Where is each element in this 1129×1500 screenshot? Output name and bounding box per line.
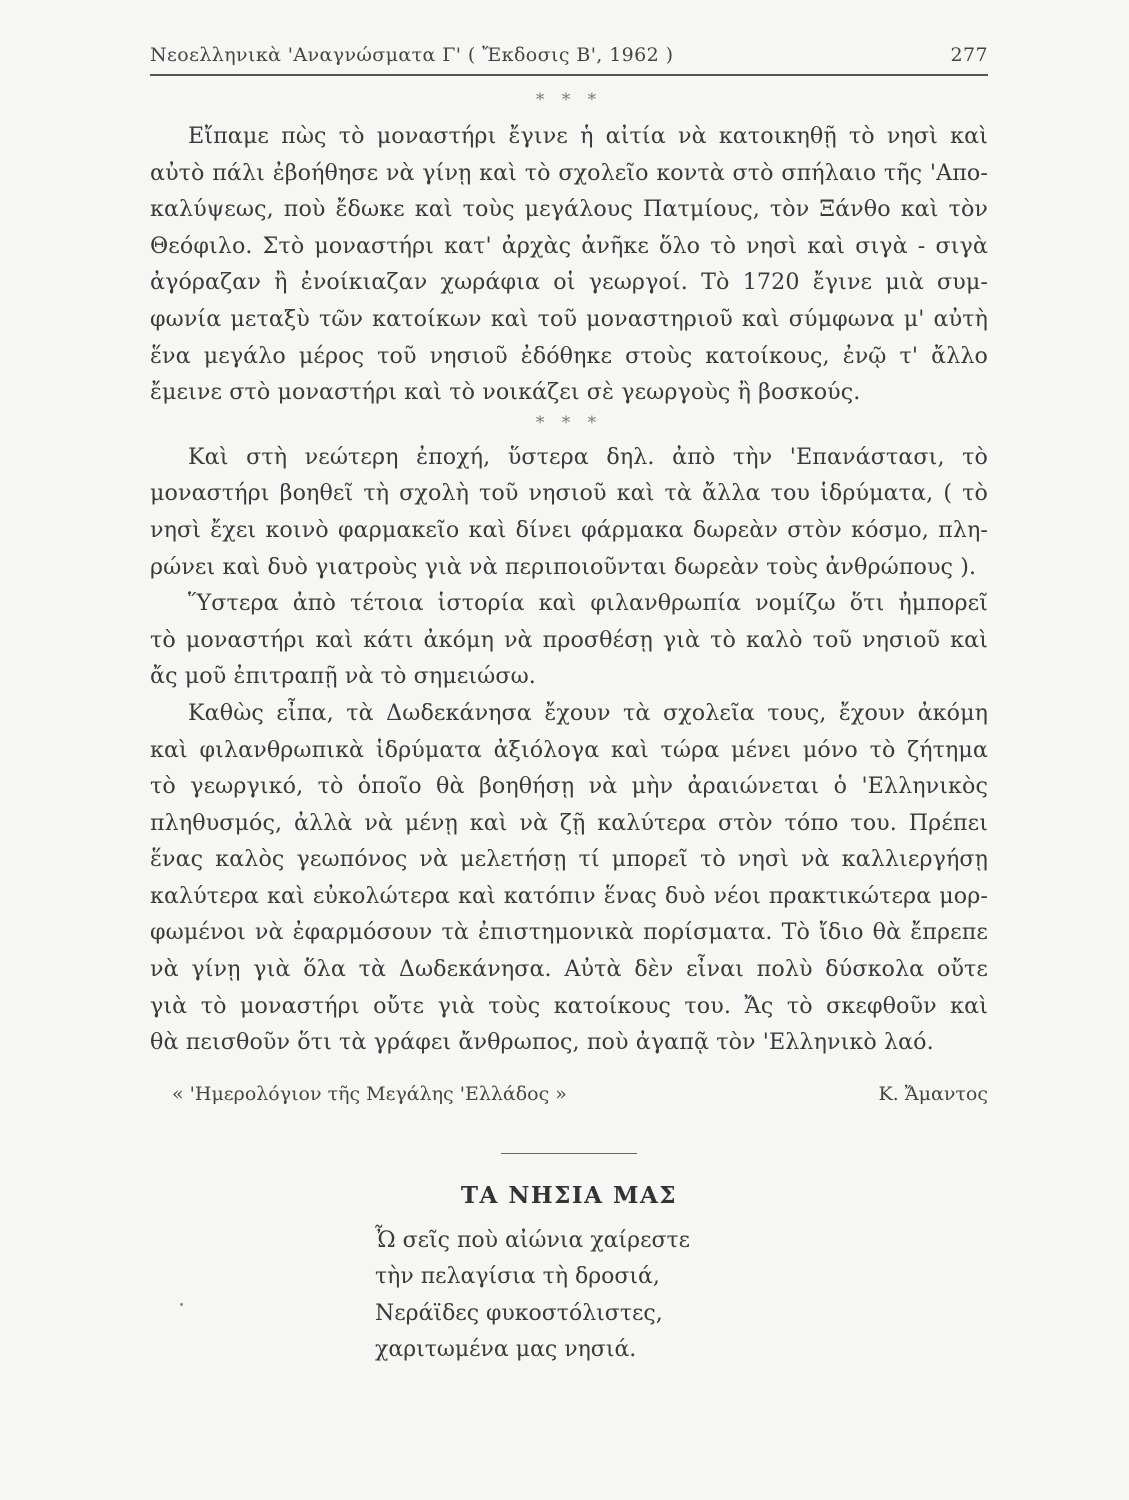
text-line: ἀγόραζαν ἢ ἐνοίκιαζαν χωράφια οἱ γεωργοί. Τὸ 1720 ἔγινε μιὰ συμ- [150,269,988,296]
text-line: θὰ πεισθοῦν ὅτι τὰ γράφει ἄνθρωπος, ποὺ ἀγαπᾷ τὸν 'Ελληνικὸ λαό. [150,1029,934,1056]
poem-line: Ὦ σεῖς ποὺ αἰώνια χαίρεστε [375,1227,691,1253]
text-line: Ὕστερα ἀπὸ τέτοια ἱστορία καὶ φιλανθρωπία νομίζω ὅτι ἠμπορεῖ [188,590,988,617]
paragraph-3 [150,585,988,695]
text-line: Καὶ στὴ νεώτερη ἐποχή, ὕστερα δηλ. ἀπὸ τὴν 'Επανάστασι, τὸ [188,443,988,470]
text-line: αὐτὸ πάλι ἐβοήθησε νὰ γίνῃ καὶ τὸ σχολεῖο κοντὰ στὸ σπήλαιο τῆς 'Απο- [150,159,988,186]
text-line: ἄς μοῦ ἐπιτραπῇ νὰ τὸ σημειώσω. [150,663,536,690]
text-line: Καθὼς εἶπα, τὰ Δωδεκάνησα ἔχουν τὰ σχολεῖα τους, ἔχουν ἀκόμη [188,699,988,726]
text-line: νὰ γίνῃ γιὰ ὅλα τὰ Δωδεκάνησα. Αὐτὰ δὲν εἶναι πολὺ δύσκολα οὔτε [150,956,988,983]
running-header [150,44,988,76]
text-line: Θεόφιλο. Στὸ μοναστήρι κατ' ἀρχὰς ἀνῆκε ὅλο τὸ νησὶ καὶ σιγὰ - σιγὰ [150,232,988,259]
book-page [150,44,988,1369]
text-line: καλύτερα καὶ εὐκολώτερα καὶ κατόπιν ἕνας δυὸ νέοι πρακτικώτερα μορ- [150,882,988,909]
paragraph-2 [150,439,988,585]
book-title: Νεοελληνικὰ 'Αναγνώσματα Γ' ( Ἔκδοσις Β', 1962 ) [150,44,674,66]
text-line: γιὰ τὸ μοναστήρι οὔτε γιὰ τοὺς κατοίκους του. Ἄς τὸ σκεφθοῦν καὶ [150,992,988,1019]
page-number: 277 [950,44,988,66]
source-attribution [150,1083,988,1105]
source-citation: « 'Ημερολόγιον τῆς Μεγάλης 'Ελλάδος » [172,1082,567,1105]
text-line: φωμένοι νὰ ἐφαρμόσουν τὰ ἐπιστημονικὰ πορίσματα. Τὸ ἴδιο θὰ ἔπρεπε [150,919,988,946]
text-line: ἕνα μεγάλο μέρος τοῦ νησιοῦ ἐδόθηκε στοὺς κατοίκους, ἐνῷ τ' ἄλλο [150,342,988,369]
text-line: ἕνας καλὸς γεωπόνος νὰ μελετήσῃ τί μπορεῖ τὸ νησὶ νὰ καλλιεργήσῃ [150,846,988,873]
text-line: πληθυσμός, ἀλλὰ νὰ μένῃ καὶ νὰ ζῇ καλύτερα στὸν τόπο του. Πρέπει [150,809,988,836]
section-separator: * * * [535,90,603,110]
poem-line: Νεράϊδες φυκοστόλιστες, [375,1300,663,1326]
paragraph-4 [150,695,988,1061]
text-line: μοναστήρι βοηθεῖ τὴ σχολὴ τοῦ νησιοῦ καὶ τὰ ἄλλα του ἱδρύματα, ( τὸ [150,480,988,507]
text-line: φωνία μεταξὺ τῶν κατοίκων καὶ τοῦ μοναστηριοῦ καὶ σύμφωνα μ' αὐτὴ [150,305,988,332]
paper-speck [180,1303,183,1306]
paragraph-1 [150,118,988,411]
text-line: ρώνει καὶ δυὸ γιατροὺς γιὰ νὰ περιποιοῦνται δωρεὰν τοὺς ἀνθρώπους ). [150,553,977,580]
text-line: καὶ φιλανθρωπικὰ ἱδρύματα ἀξιόλογα καὶ τώρα μένει μόνο τὸ ζήτημα [150,736,988,763]
section-separator: * * * [535,412,603,433]
text-line: τὸ μοναστήρι καὶ κάτι ἀκόμη νὰ προσθέσῃ γιὰ τὸ καλὸ τοῦ νησιοῦ καὶ [150,626,988,653]
author-name: Κ. Ἄμαντος [878,1082,988,1105]
text-line: ἔμεινε στὸ μοναστήρι καὶ τὸ νοικάζει σὲ γεωργοὺς ἢ βοσκούς. [150,379,861,406]
text-line: νησὶ ἔχει κοινὸ φαρμακεῖο καὶ δίνει φάρμακα δωρεὰν στὸν κόσμο, πλη- [150,516,988,543]
poem-stanza [375,1223,988,1369]
section-divider [501,1153,637,1154]
poem-line: χαριτωμένα μας νησιά. [375,1337,637,1363]
text-line: καλύψεως, ποὺ ἔδωκε καὶ τοὺς μεγάλους Πατμίους, τὸν Ξάνθο καὶ τὸν [150,196,988,223]
poem-line: τὴν πελαγίσια τὴ δροσιά, [375,1264,660,1290]
text-line: τὸ γεωργικό, τὸ ὁποῖο θὰ βοηθήσῃ νὰ μὴν ἀραιώνεται ὁ 'Ελληνικὸς [150,773,988,800]
poem-title: ΤΑ ΝΗΣΙΑ ΜΑΣ [460,1181,678,1209]
text-line: Εἴπαμε πὼς τὸ μοναστήρι ἔγινε ἡ αἰτία νὰ κατοικηθῇ τὸ νησὶ καὶ [188,123,988,149]
